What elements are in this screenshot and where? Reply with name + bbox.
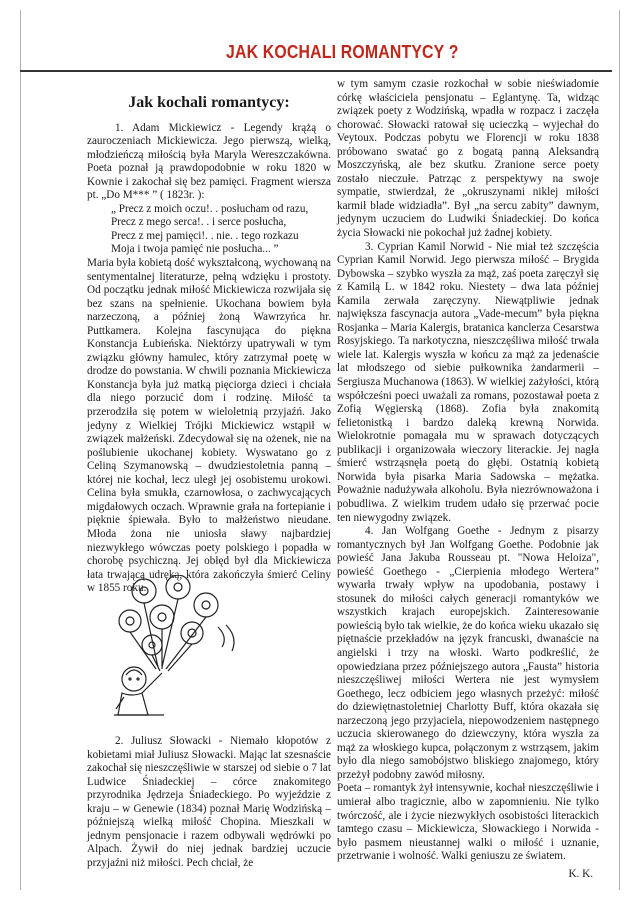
article-title: Jak kochali romantycy:	[128, 94, 290, 111]
left-column	[87, 96, 331, 596]
paragraph-norwid: 3. Cyprian Kamil Norwid - Nie miał też szczęścia Cyprian Kamil Norwid. Jego pierwsza miłość – Brygida Dybowska – szybko wyszła za mąż, zaś poeta zaręczył się z Kamilą L. w 1842 roku. Niestety – dwa lata później Kamila zerwała zaręczyny. Niewątpliwie jednak największa fascynacja autora „Vade-mecum” była piękna Rosjanka – Maria Kalergis, bratanica kanclerza Cesarstwa Rosyjskiego. Ta narkotyczna, nieszczęśliwa miłość trwała wiele lat. Kalergis wyszła w końcu za mąż za jedenaście lat młodszego od siebie pułkownika żandarmerii – Sergiusza Muchanowa (1863). W wielkiej zażyłości, którą współcześni poeci uważali za romans, pozostawał poeta z Zofią Węgierską (1868). Zofia była znakomitą felietonistką i bardzo daleką krewną Norwida. Wielokrotnie pomagała mu w sprawach dotyczących publikacji i organizowała wieczory literackie. Jej nagła śmierć wstrząsnęła poetą do głębi. Ostatnią kobietą Norwida była pisarka Maria Sadowska – mężatka. Poważnie nadużywała alkoholu. Była niezrównoważona i pobudliwa. Z wielkim trudem udało się przerwać pocie ten niewygodny związek.	[337, 240, 599, 524]
paragraph-goethe: 4. Jan Wolfgang Goethe - Jednym z pisarzy romantycznych był Jan Wolfgang Goethe. Podobnie jak powieść Jana Jakuba Rousseau pt. "Nowa Heloiza", powieść Goethego - „Cierpienia młodego Wertera” wywarła trwały wpływ na upodobania, postawy i stosunek do miłości całych generacji romantyków we wszystkich krajach europejskich. Zainteresowanie powieścią było tak wielkie, że do końca wieku ukazało się piętnaście przekładów na język francuski, dwanaście na angielski i trzy na włoski. Warto podkreślić, że opowiedziana przez późniejszego autora „Fausta” historia nieszczęśliwej miłości Wertera nie jest wymysłem Goethego, lecz odbiciem jego własnych przeżyć: miłość do dziewiętnastoletniej Charlotty Buff, która okazała się narzeczoną jego przyjaciela, niepowodzeniem następnego uczucia skierowanego do dziewczyny, która wyszła za mąż za włoskiego kupca, połączonym z wstrząsem, jakim było dla niego samobójstwo bliskiego znajomego, który przeżył podobny zawód miłosny.	[337, 525, 599, 781]
header-rule	[20, 70, 612, 72]
paragraph-slowacki-continued: w tym samym czasie rozkochał w sobie nieświadomie córkę właściciela pensjonatu – Eglantynę. Ta, widząc związek poety z Wodzińską, wpadła w rozpacz i zaczęła chorować. Słowacki ratował się ucieczką – wyjechał do Veytoux. Podczas pobytu we Florencji w roku 1838 próbowano swatać go z bogatą panną Aleksandrą Moszczyńską, ale bez skutku. Zranione serce poety zostało nieczułe. Patrząc z perspektywy na swoje sympatie, stwierdzał, że „okruszynami niklej miłości karmił blade widziadła”. Był „na sercu zabity” dawnym, jedynym uczuciem do Ludwiki Śniadeckiej. Do końca życia Słowacki nie pokochał już żadnej kobiety.	[337, 78, 599, 240]
left-column-bottom	[87, 735, 331, 870]
poem-line: „ Precz z moich oczu!. . posłucham od razu,	[111, 202, 309, 215]
poem-line: Moja i twoja pamięć nie posłucha... ”	[111, 243, 279, 256]
right-column	[337, 78, 599, 881]
author-signature: K. K.	[568, 867, 593, 880]
poem-line: Precz z mego serca!. . i serce posłucha,	[111, 216, 287, 229]
page-banner: JAK KOCHALI ROMANTYCY ?	[226, 42, 459, 62]
poem-quote	[87, 203, 331, 257]
paragraph-mickiewicz: 1. Adam Mickiewicz - Legendy krążą o zauroczeniach Mickiewicza. Jego pierwszą, wielką, młodzieńczą miłością była Maryla Wereszczakówna. Poeta poznał ją prawdopodobnie w roku 1820 w Kownie i zakochał się bez pamięci. Fragment wiersza pt. „Do M*** ” ( 1823r. ):	[87, 121, 331, 202]
boy-with-flowers-illustration	[96, 575, 276, 725]
paragraph-maryla: Maria była kobietą dość wykształconą, wychowaną na sentymentalnej literaturze, pełną wdzięku i prostoty. Od początku jednak miłość Mickiewicza rozwijała się bez szans na spełnienie. Ukochana bowiem była narzeczoną, a później żoną Wawrzyńca hr. Puttkamera. Kolejna fascynująca do piękna Konstancja Łubieńska. Niektórzy upatrywali w tym związku główny hamulec, który zatrzymał poetę w drodze do powstania. W chwili poznania Mickiewicza Konstancja była już matką pięciorga dzieci i chciała dla niego porzucić dom i rodzinę. Miłość ta przerodziła się potem w wieloletnią przyjaźń. Jako jedyny z Wielkiej Trójki Mickiewicz wstąpił w związek małżeński. Zdecydował się na ożenek, nie na poślubienie ukochanej kobiety. Wyswatano go z Celiną Szymanowską – dwudziestoletnia panną – której nie kochał, lecz uległ jej osobistemu urokowi. Celina była smukła, czarnowłosa, o zachwycających migdałowych oczach. Wprawnie grała na fortepianie i pięknie śpiewała. Było to małżeństwo nieudane. Młoda żona nie uniosła sławy najbardziej niezwykłego wówczas poety polskiego i popadła w chorobę psychiczną. Jej obłęd był dla Mickiewicza łata trwającą udręką, która zakończyła śmierć Celiny w 1855 roku.	[87, 257, 331, 595]
paragraph-conclusion: Poeta – romantyk żył intensywnie, kochał nieszczęśliwie i umierał albo tragicznie, albo w zapomnieniu. Nie tylko twórczość, ale i życie niezwykłych osobistości literackich tamtego czasu – Mickiewicza, Słowackiego i Norwida - było pasmem nieustannej walki o miłość i uznanie, przetrwanie i wolność. Walki geniuszu ze światem.	[337, 782, 599, 863]
poem-line: Precz z mej pamięci!. . nie. . tego rozkazu	[111, 229, 299, 242]
paragraph-slowacki: 2. Juliusz Słowacki - Niemało kłopotów z kobietami miał Juliusz Słowacki. Mając lat szesnaście zakochał się nieszczęśliwie w starszej od siebie o 7 lat Ludwice Śniadeckiej – córce znakomitego przyrodnika Jędrzeja Śniadeckiego. Po wyjeździe z kraju – w Genewie (1834) poznał Marię Wodzińską – późniejszą wielką miłość Chopina. Mieszkali w jednym pensjonacie i razem odbywali wędrówki po Alpach. Żywił do niej jednak bardziej uczucie przyjaźni niż miłości. Pech chciał, że	[87, 735, 331, 869]
